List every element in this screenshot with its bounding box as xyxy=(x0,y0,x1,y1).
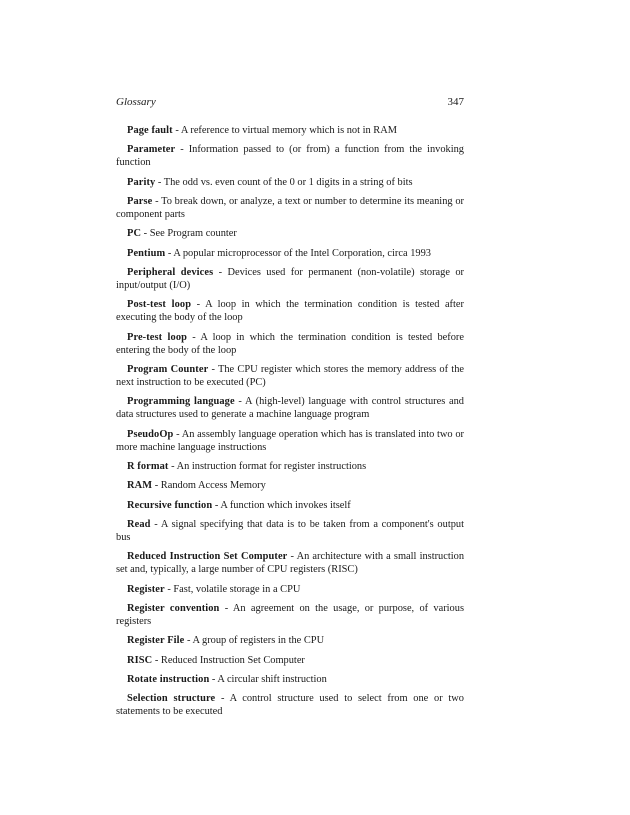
glossary-definition: A signal specifying that data is to be taken from a component's output bus xyxy=(116,518,464,544)
glossary-definition: A reference to virtual memory which is not in RAM xyxy=(180,125,397,136)
glossary-entry xyxy=(116,634,464,647)
term-separator: - xyxy=(175,144,189,156)
glossary-list xyxy=(116,124,464,725)
term-separator: - xyxy=(164,583,174,595)
glossary-term: Program Counter xyxy=(127,364,209,375)
glossary-entry xyxy=(116,654,464,667)
glossary-definition: To break down, or analyze, a text or number to determine its meaning or component parts xyxy=(116,195,464,221)
term-separator: - xyxy=(150,518,161,530)
term-separator: - xyxy=(213,266,228,278)
glossary-entry xyxy=(116,460,464,473)
glossary-definition: Devices used for permanent (non-volatile) storage or input/output (I/O) xyxy=(116,266,464,291)
glossary-entry xyxy=(116,227,464,240)
glossary-term: Read xyxy=(127,518,151,530)
glossary-entry xyxy=(116,331,464,357)
term-separator: - xyxy=(208,364,219,375)
glossary-entry xyxy=(116,673,464,686)
term-separator: - xyxy=(184,635,193,647)
glossary-definition: Reduced Instruction Set Computer xyxy=(160,654,305,666)
term-separator: - xyxy=(168,461,177,473)
glossary-definition: An instruction format for register instructions xyxy=(176,461,367,473)
term-separator: - xyxy=(209,673,218,685)
glossary-definition: A loop in which the termination condition is tested before entering the body of the loop xyxy=(116,331,464,356)
term-separator: - xyxy=(152,654,161,666)
glossary-entry xyxy=(116,602,464,628)
glossary-definition: A control structure used to select from one or two statements to be executed xyxy=(116,693,464,718)
glossary-definition: An agreement on the usage, or purpose, of various registers xyxy=(116,603,464,628)
glossary-entry xyxy=(116,428,464,454)
glossary-term: Parse xyxy=(127,195,153,207)
term-separator: - xyxy=(165,247,174,259)
glossary-entry xyxy=(116,143,464,169)
glossary-term: PC xyxy=(127,228,142,240)
glossary-term: R format xyxy=(127,461,169,473)
glossary-term: Peripheral devices xyxy=(127,266,214,278)
glossary-entry xyxy=(116,692,464,718)
glossary-definition: An assembly language operation which has is translated into two or more machine language instructions xyxy=(116,428,464,453)
term-separator: - xyxy=(215,693,230,705)
glossary-entry xyxy=(116,195,464,221)
running-title: Glossary xyxy=(116,96,156,108)
glossary-term: Page fault xyxy=(127,125,173,136)
glossary-entry xyxy=(116,518,464,544)
glossary-definition: An architecture with a small instruction set and, typically, a large number of CPU registers (RISC) xyxy=(116,551,465,576)
term-separator: - xyxy=(172,125,181,136)
glossary-entry xyxy=(116,479,464,492)
glossary-definition: The CPU register which stores the memory address of the next instruction to be executed (PC) xyxy=(116,364,464,389)
glossary-term: Recursive function xyxy=(127,499,213,511)
glossary-entry xyxy=(116,176,464,189)
glossary-entry xyxy=(116,124,464,137)
glossary-definition: Random Access Memory xyxy=(160,480,266,492)
glossary-term: Register xyxy=(127,583,165,595)
term-separator: - xyxy=(141,228,150,240)
glossary-entry xyxy=(116,499,464,512)
glossary-term: PseudoOp xyxy=(127,428,174,440)
glossary-entry xyxy=(116,298,464,324)
glossary-definition: A popular microprocessor of the Intel Corporation, circa 1993 xyxy=(173,247,431,259)
glossary-definition: A group of registers in the CPU xyxy=(192,635,325,647)
glossary-term: Rotate instruction xyxy=(127,673,210,685)
glossary-term: Pre-test loop xyxy=(127,331,188,343)
term-separator: - xyxy=(234,396,245,408)
glossary-term: Post-test loop xyxy=(127,299,192,311)
glossary-entry xyxy=(116,247,464,260)
glossary-term: Register convention xyxy=(127,603,220,614)
glossary-entry xyxy=(116,583,464,596)
glossary-definition: Fast, volatile storage in a CPU xyxy=(173,583,301,595)
term-separator: - xyxy=(187,331,201,343)
glossary-term: RAM xyxy=(127,480,153,492)
term-separator: - xyxy=(152,480,161,492)
term-separator: - xyxy=(155,176,164,188)
glossary-term: Parity xyxy=(127,176,156,188)
page-number: 347 xyxy=(447,96,464,108)
glossary-definition: The odd vs. even count of the 0 or 1 digits in a string of bits xyxy=(163,176,413,188)
term-separator: - xyxy=(191,299,206,311)
glossary-definition: A (high-level) language with control structures and data structures used to generate a machine language program xyxy=(116,396,464,421)
glossary-term: Reduced Instruction Set Computer xyxy=(127,551,288,563)
glossary-definition: A circular shift instruction xyxy=(217,673,327,685)
glossary-term: Pentium xyxy=(127,247,166,259)
glossary-definition: Information passed to (or from) a function from the invoking function xyxy=(116,144,464,169)
term-separator: - xyxy=(152,195,162,207)
glossary-definition: A function which invokes itself xyxy=(220,499,351,511)
glossary-entry xyxy=(116,266,464,292)
glossary-entry xyxy=(116,395,464,421)
glossary-term: Selection structure xyxy=(127,693,216,705)
page-header xyxy=(116,96,464,108)
term-separator: - xyxy=(287,551,297,563)
glossary-entry xyxy=(116,550,464,576)
glossary-definition: See Program counter xyxy=(149,228,237,240)
term-separator: - xyxy=(173,428,182,440)
term-separator: - xyxy=(219,603,233,614)
glossary-term: Programming language xyxy=(127,396,235,408)
glossary-definition: A loop in which the termination condition is tested after executing the body of the loop xyxy=(116,299,464,324)
glossary-term: Parameter xyxy=(127,144,176,156)
term-separator: - xyxy=(212,499,221,511)
glossary-term: RISC xyxy=(127,654,153,666)
glossary-entry xyxy=(116,363,464,389)
glossary-term: Register File xyxy=(127,635,185,647)
